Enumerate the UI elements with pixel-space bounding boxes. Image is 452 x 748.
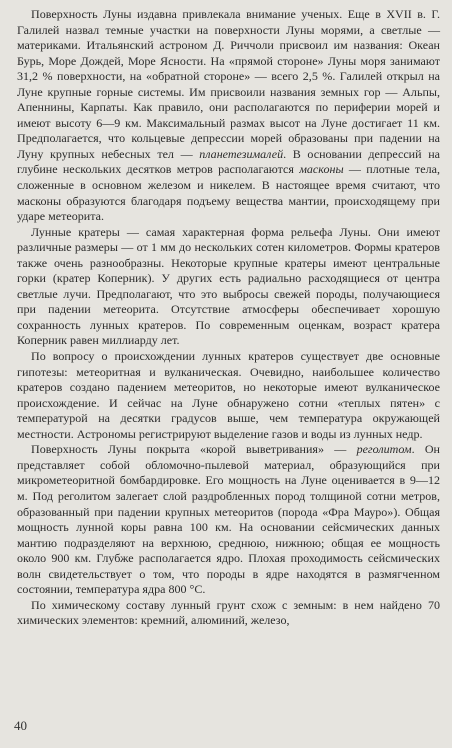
text-run: . Он представляет собой обломочно-пылевой материал, образующийся при микрометеоритной бомбардировке. Его мощность на Луне оценивается в 9—12 м. Под реголитом залегает слой раздробленных пород толщиной сотни метров, образованный при падении крупных метеоритов (порода «Фра Мауро»). Общая мощность лунной коры равна 100 км. На основании сейсмических данных мантию подразделяют на верхнюю, среднюю, нижнюю; общая ее мощность около 900 км. Глубже располагается ядро. Плохая проходимость сейсмических волн свидетельствует о том, что породы в ядре находятся в размягченном состоянии, температура ядра 800 °С.: [17, 442, 441, 597]
text-run: По химическому составу лунный грунт схож с земным: в нем найдено 70 химических элементов: кремний, алюминий, железо,: [17, 597, 440, 628]
text-run: . В основании депрессий на глубине нескольких десятков метров располагаются: [17, 146, 440, 177]
paragraph-lunar-craters: [17, 225, 440, 349]
paragraph-lunar-surface: [17, 7, 440, 225]
text-run: По вопросу о происхождении лунных кратеров существует две основные гипотезы: метеоритная и вулканическая. Очевидно, наибольшее количество кратеров создано падением метеоритов, но некоторые имеют вулканическое происхождение. И сейчас на Луне обнаружено сотни «теплых пятен» с температурой на десятки градусов выше, чем температура окружающей местности. Астрономы регистрируют выделение газов и воды из лунных недр.: [17, 349, 440, 441]
page-number: 40: [14, 718, 27, 733]
term-mascons: масконы: [299, 162, 344, 177]
text-run: Лунные кратеры — самая характерная форма рельефа Луны. Они имеют различные размеры — от 1 мм до нескольких сотен километров. Формы кратеров также очень разнообразны. Некоторые крупные кратеры имеют центральные горки (кратер Коперник). У других есть радиально расходящиеся от центра светлые лучи. Предполагают, что это выбросы свежей породы, получающиеся при падении метеорита. Отсутствие атмосферы обеспечивает хорошую сохранность лунных кратеров. По современным оценкам, возраст кратера Коперник равен миллиарду лет.: [17, 224, 440, 348]
term-planetesimals: планетезималей: [199, 146, 284, 161]
paragraph-crater-origin: [17, 349, 440, 442]
term-regolith: реголитом: [356, 442, 412, 457]
paragraph-chemical-composition: [17, 598, 440, 629]
paragraph-regolith: [17, 442, 440, 597]
text-run: Поверхность Луны покрыта «корой выветривания» —: [31, 442, 357, 457]
text-run: — плотные тела, сложенные в основном железом и никелем. В настоящее время считают, что масконы образуются благодаря подъему вещества мантии, происходящему при ударе метеорита.: [17, 162, 440, 224]
text-run: Поверхность Луны издавна привлекала внимание ученых. Еще в XVII в. Г. Галилей назвал темные участки на поверхности Луны морями, а светлые — материками. Итальянский астроном Д. Риччоли присвоил им названия: Океан Бурь, Море Дождей, Море Ясности. На «прямой стороне» Луны моря занимают 31,2 % поверхности, на «обратной стороне» — всего 2,5 %. Галилей открыл на Луне крупные горные системы. Им присвоили названия земных гор — Альпы, Апеннины, Карпаты. Как правило, они располагаются по периферии морей и имеют высоту 6—9 км. Максимальный размах высот на Луне достигает 11 км. Предполагается, что кольцевые депрессии морей образованы при падении на Луну крупных небесных тел —: [17, 7, 440, 161]
